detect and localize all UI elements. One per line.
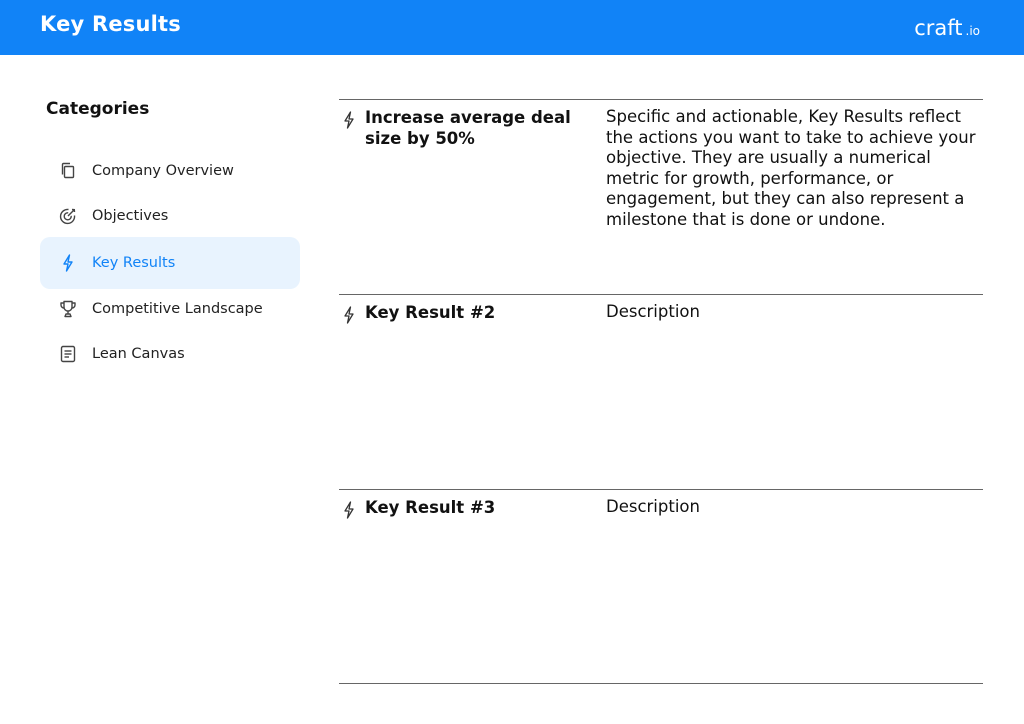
key-result-row — [339, 294, 983, 489]
logo-suffix: .io — [965, 24, 980, 38]
logo-text: craft — [914, 16, 963, 40]
sidebar-item-objectives[interactable] — [40, 190, 300, 242]
page-title: Key Results — [40, 12, 181, 36]
lightning-icon — [342, 501, 358, 521]
categories-heading: Categories — [46, 99, 150, 119]
sidebar-item-label: Company Overview — [92, 163, 234, 179]
sidebar-item-label: Competitive Landscape — [92, 301, 263, 317]
sidebar-item-key-results[interactable] — [40, 237, 300, 289]
trophy-icon — [59, 300, 77, 318]
sidebar-item-label: Objectives — [92, 208, 169, 224]
lightning-icon — [342, 111, 358, 131]
key-result-description[interactable]: Specific and actionable, Key Results reflect the actions you want to take to achieve your objective. They are usually a numerical metric for growth, performance, or engagement, but they can also represent a milestone that is done or undone. — [606, 107, 976, 229]
lightning-icon — [59, 254, 77, 272]
lightning-icon — [342, 306, 358, 326]
key-result-row — [339, 99, 983, 294]
craft-logo[interactable] — [914, 16, 980, 40]
sidebar-item-label: Key Results — [92, 255, 176, 271]
key-result-description[interactable]: Description — [606, 302, 700, 321]
sidebar-item-lean-canvas[interactable] — [40, 328, 300, 380]
key-result-description[interactable]: Description — [606, 497, 700, 516]
copy-icon — [59, 162, 77, 180]
target-icon — [59, 207, 77, 225]
key-result-title[interactable]: Key Result #2 — [365, 303, 496, 322]
document-icon — [59, 345, 77, 363]
key-result-row — [339, 489, 983, 684]
sidebar-item-label: Lean Canvas — [92, 346, 185, 362]
key-result-title[interactable]: Key Result #3 — [365, 498, 496, 517]
key-result-title[interactable]: Increase average deal size by 50% — [365, 108, 571, 148]
header-bar — [0, 0, 1024, 55]
